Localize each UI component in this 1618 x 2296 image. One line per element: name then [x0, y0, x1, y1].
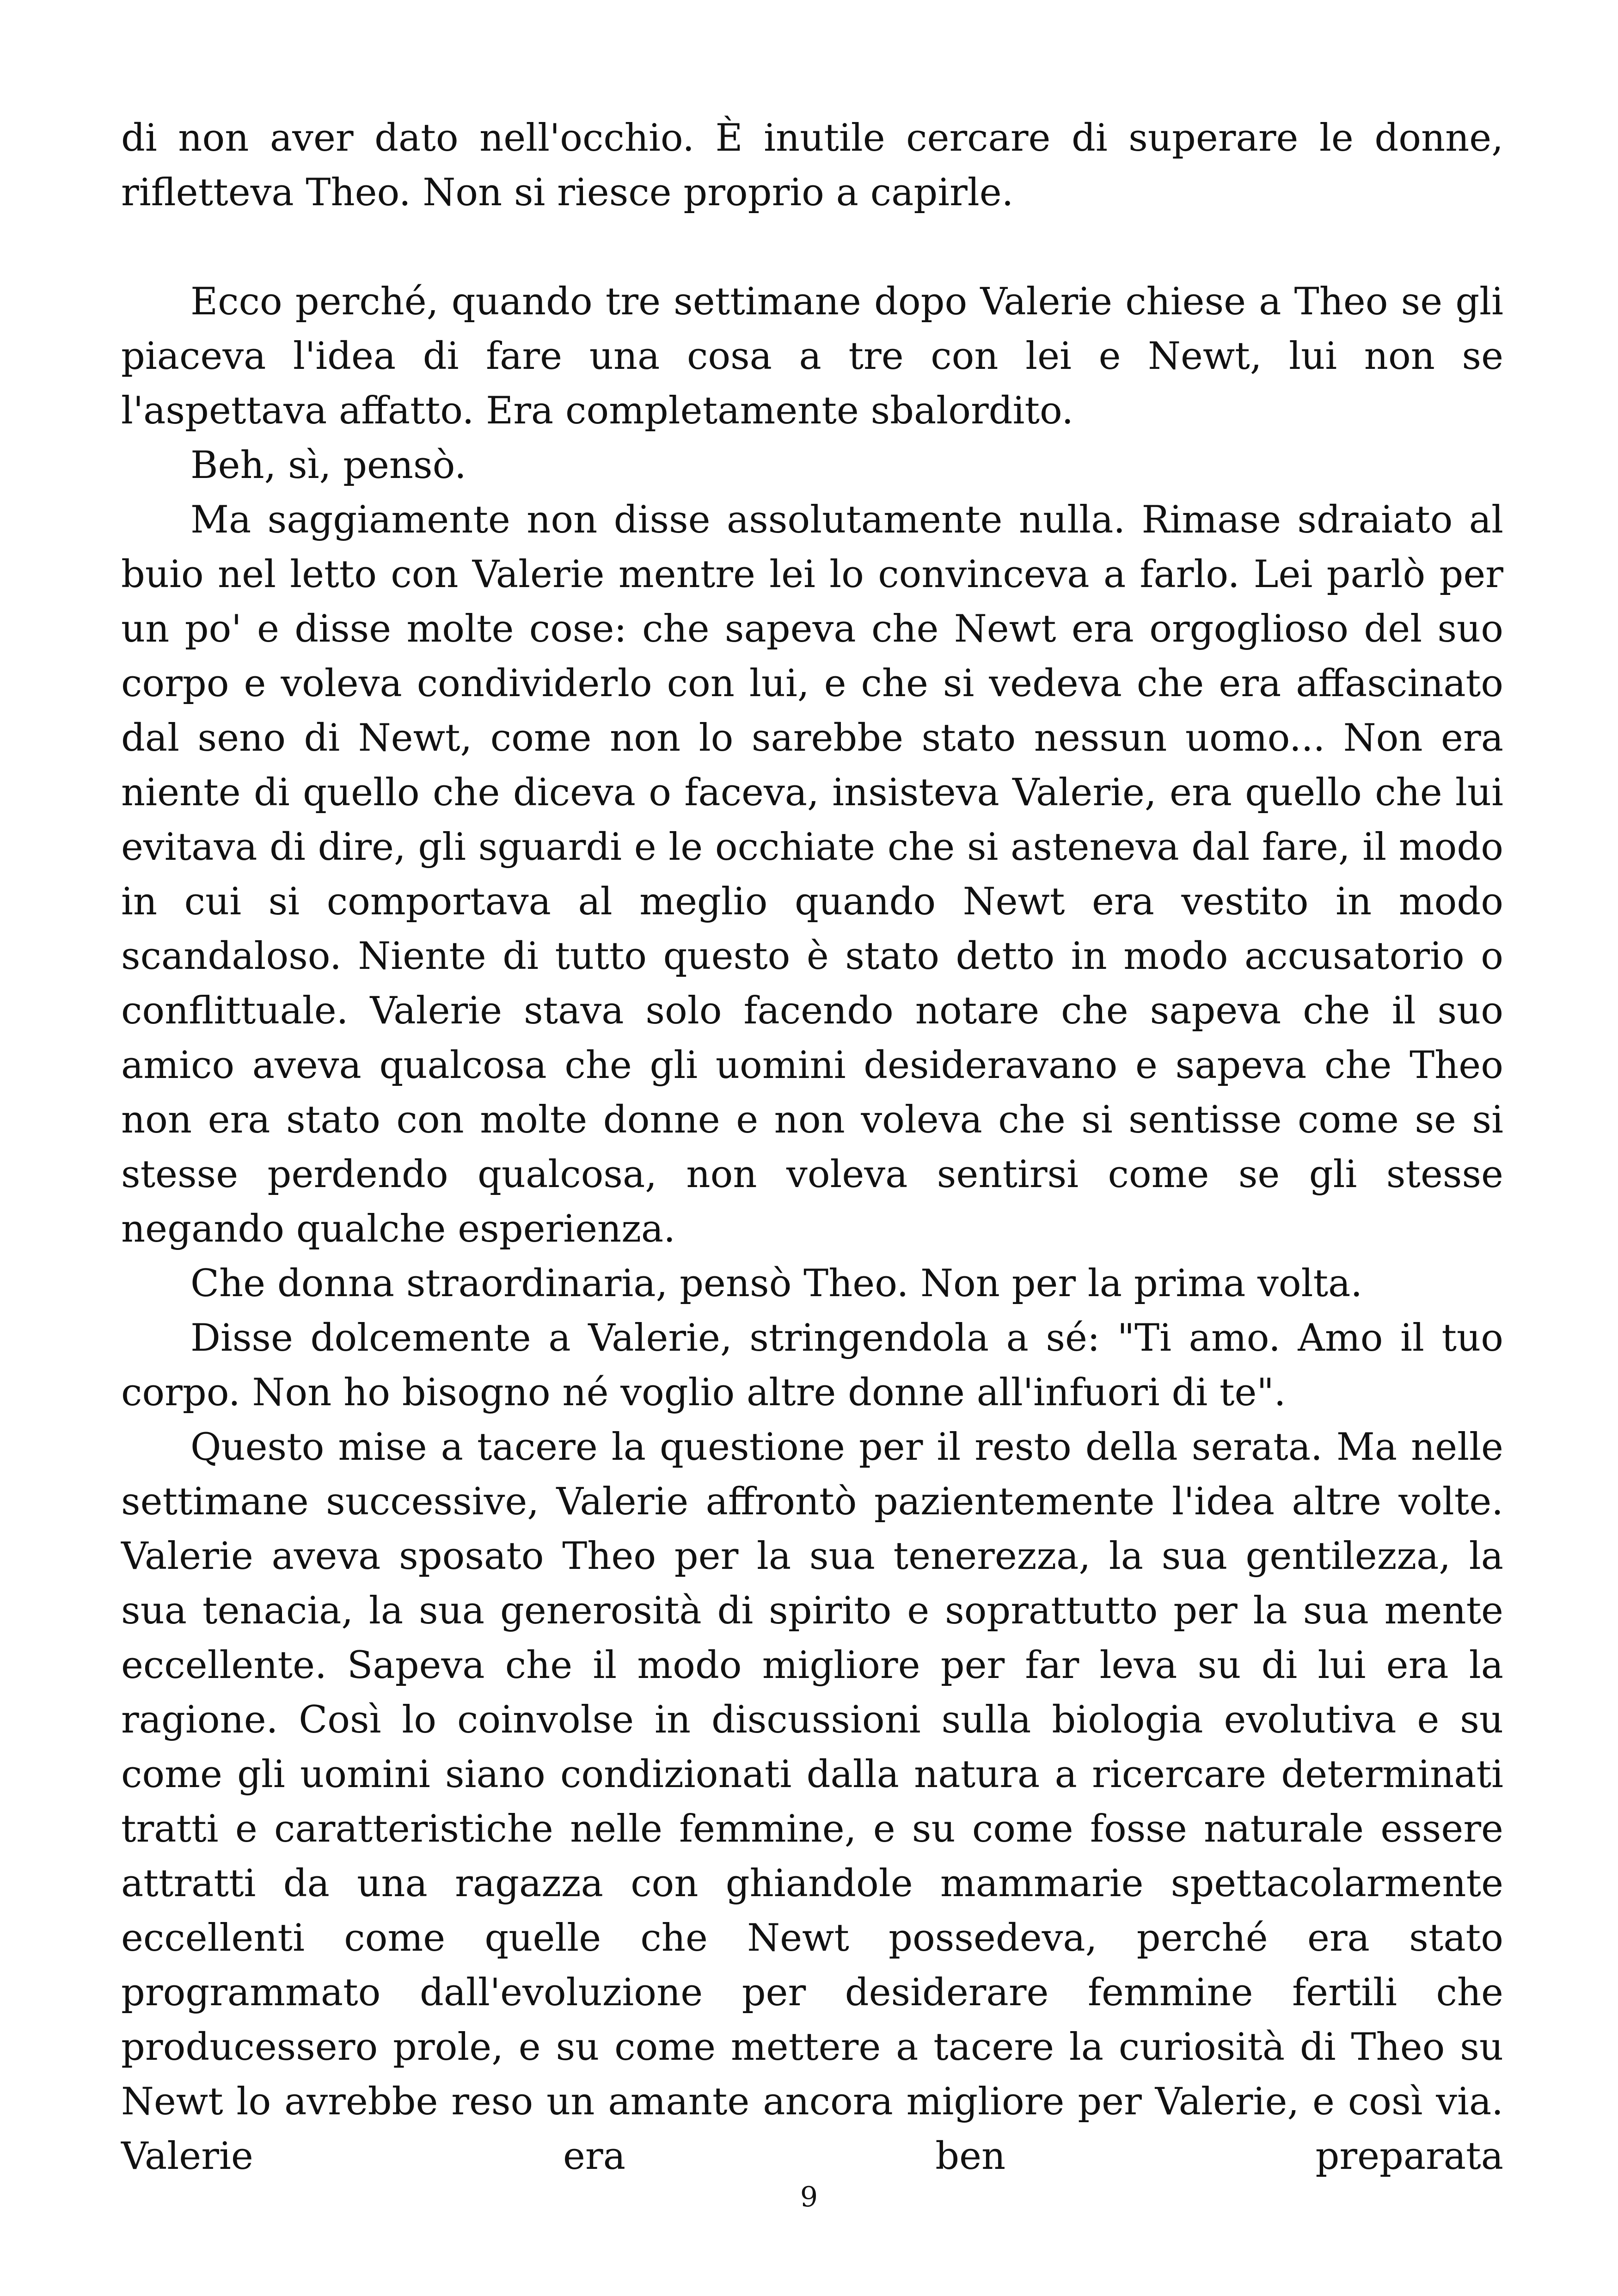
page-number: 9: [800, 2181, 818, 2213]
paragraph-1: di non aver dato nell'occhio. È inutile cercare di superare le donne, rifletteva Theo. Non si riesce proprio a capirle.: [121, 116, 1503, 214]
paragraph-7: Questo mise a tacere la questione per il resto della serata. Ma nelle settimane successive, Valerie affrontò pazientemente l'idea altre volte. Valerie aveva sposato Theo per la sua tenerezza, la sua gentilezza, la sua tenacia, la sua generosità di spirito e soprattutto per la sua mente eccellente. Sapeva che il modo migliore per far leva su di lui era la ragione. Così lo coinvolse in discussioni sulla biologia evolutiva e su come gli uomini siano condizionati dalla natura a ricercare determinati tratti e caratteristiche nelle femmine, e su come fosse naturale essere attratti da una ragazza con ghiandole mammarie spettacolarmente eccellenti come quelle che Newt possedeva, perché era stato programmato dall'evoluzione per desiderare femmine fertili che producessero prole, e su come mettere a tacere la curiosità di Theo su Newt lo avrebbe reso un amante ancora migliore per Valerie, e così via. Valerie era ben preparata: [121, 1426, 1503, 2178]
paragraph-6: Disse dolcemente a Valerie, stringendola a sé: "Ti amo. Amo il tuo corpo. Non ho bisogno né voglio altre donne all'infuori di te".: [121, 1316, 1503, 1414]
paragraph-5: Che donna straordinaria, pensò Theo. Non per la prima volta.: [190, 1262, 1363, 1305]
paragraph-3: Beh, sì, pensò.: [190, 444, 466, 487]
page-body: [121, 111, 1503, 2191]
paragraph-2: Ecco perché, quando tre settimane dopo Valerie chiese a Theo se gli piaceva l'idea di fare una cosa a tre con lei e Newt, lui non se l'aspettava affatto. Era completamente sbalordito.: [121, 280, 1503, 433]
paragraph-4: Ma saggiamente non disse assolutamente nulla. Rimase sdraiato al buio nel letto con Valerie mentre lei lo convinceva a farlo. Lei parlò per un po' e disse molte cose: che sapeva che Newt era orgoglioso del suo corpo e voleva condividerlo con lui, e che si vedeva che era affascinato dal seno di Newt, come non lo sarebbe stato nessun uomo... Non era niente di quello che diceva o faceva, insisteva Valerie, era quello che lui evitava di dire, gli sguardi e le occhiate che si asteneva dal fare, il modo in cui si comportava al meglio quando Newt era vestito in modo scandaloso. Niente di tutto questo è stato detto in modo accusatorio o conflittuale. Valerie stava solo facendo notare che sapeva che il suo amico aveva qualcosa che gli uomini desideravano e sapeva che Theo non era stato con molte donne e non voleva che si sentisse come se si stesse perdendo qualcosa, non voleva sentirsi come se gli stesse negando qualche esperienza.: [121, 498, 1503, 1251]
